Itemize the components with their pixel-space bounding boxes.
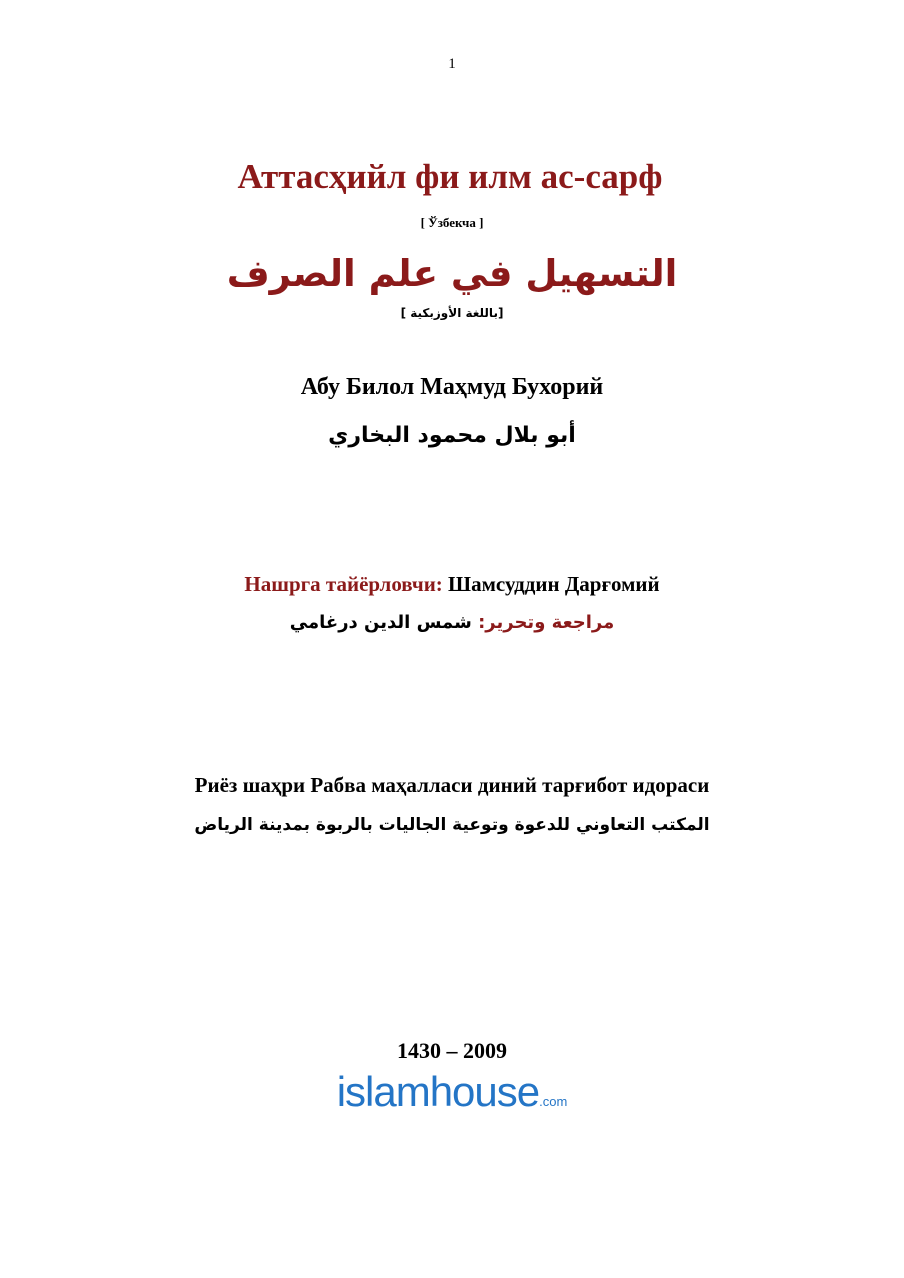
preparer-label-cyrillic: Нашрга тайёрловчи: <box>244 572 443 596</box>
logo-suffix-text: .com <box>539 1094 568 1109</box>
language-label-arabic: [باللغة الأوزبكية ] <box>400 306 504 320</box>
author-arabic: أبو بلال محمود البخاري <box>328 423 576 448</box>
preparer-label-arabic: مراجعة وتحرير: <box>478 612 615 633</box>
islamhouse-logo <box>0 1068 904 1116</box>
author-cyrillic: Абу Билол Маҳмуд Бухорий <box>300 374 604 400</box>
preparer-name-cyrillic: Шамсуддин Дарғомий <box>448 572 660 596</box>
page-number: 1 <box>448 56 456 72</box>
logo-main-text: islamhouse <box>336 1068 540 1115</box>
publication-year: 1430 – 2009 <box>397 1038 507 1063</box>
organization-cyrillic: Риёз шаҳри Рабва маҳалласи диний тарғибот идораси <box>194 773 710 797</box>
preparer-arabic <box>0 612 904 633</box>
preparer-cyrillic <box>0 572 904 597</box>
organization-arabic: المكتب التعاوني للدعوة وتوعية الجاليات بالربوة بمدينة الرياض <box>194 815 710 835</box>
preparer-name-arabic: شمس الدين درغامي <box>289 612 472 633</box>
title-cyrillic: Аттасҳийл фи илм ас-сарф <box>237 157 663 196</box>
title-arabic: التسهيل في علم الصرف <box>226 252 678 295</box>
language-label-cyrillic: [ Ўзбекча ] <box>420 215 484 230</box>
